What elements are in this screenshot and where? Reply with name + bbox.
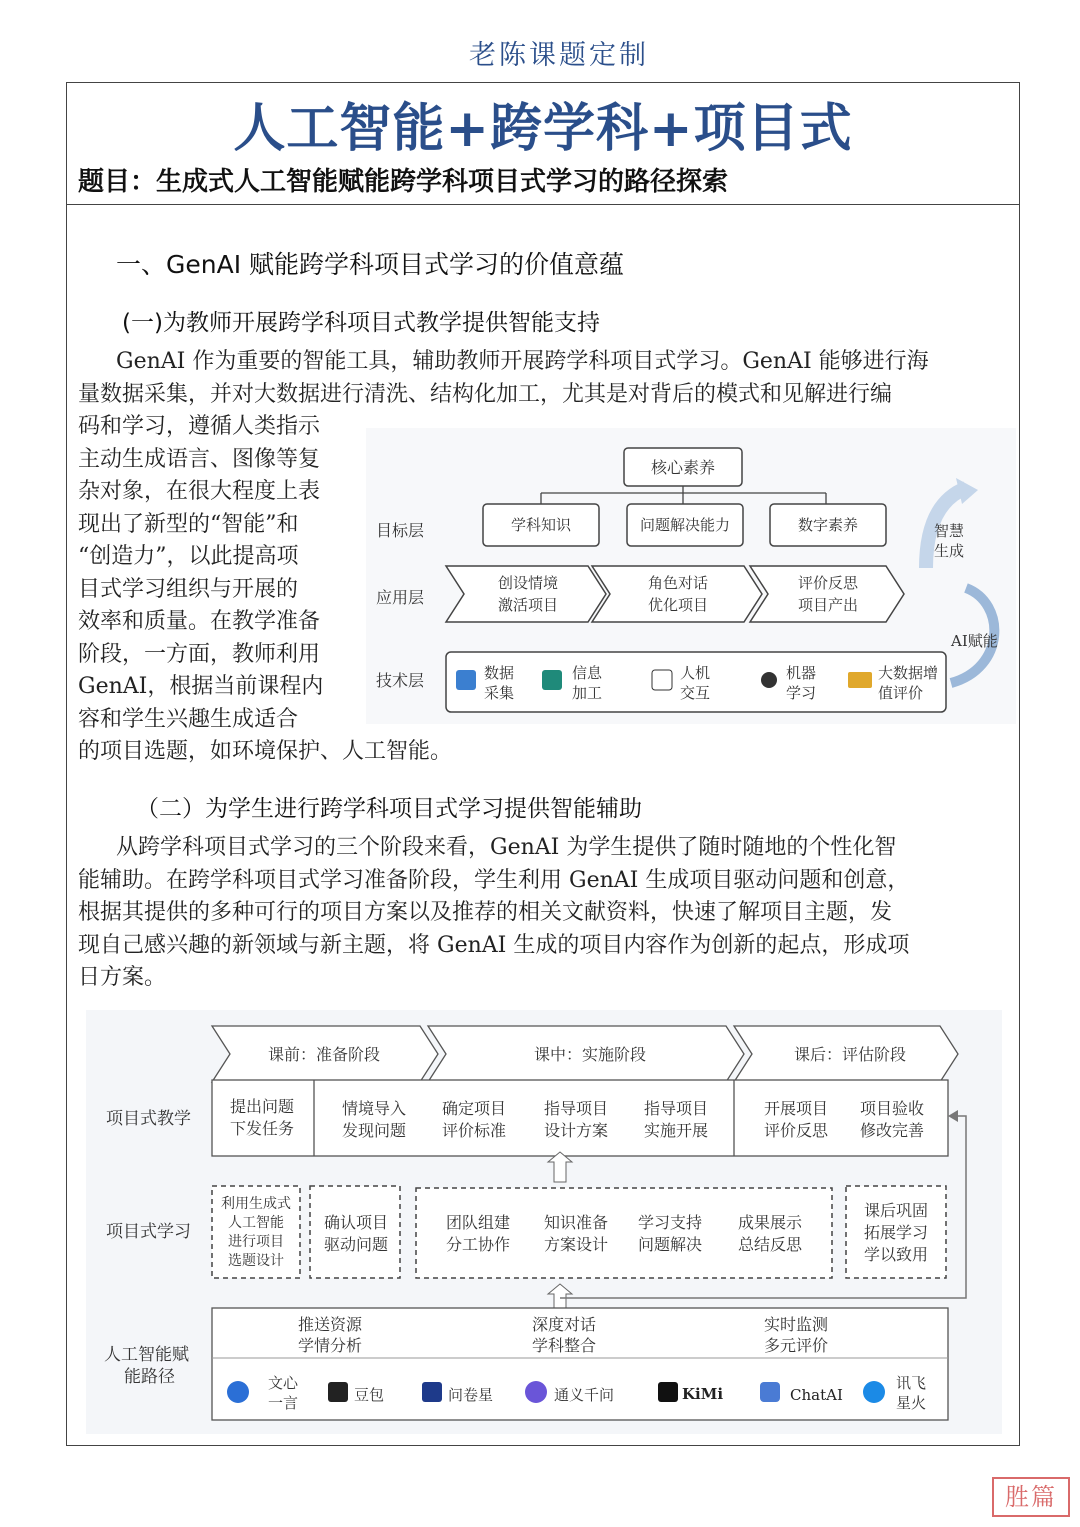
text-line: 从跨学科项目式学习的三个阶段来看，GenAI 为学生提供了随时随地的个性化智 [116, 835, 897, 860]
ai-path: 学情分析 [297, 1336, 363, 1355]
layer-label: 目标层 [376, 521, 425, 540]
app-label: 评价反思 [797, 574, 859, 592]
title-divider [66, 204, 1020, 205]
text-line: 的项目选题，如环境保护、人工智能。 [78, 739, 453, 764]
learning-step: 课后巩固 [863, 1201, 929, 1220]
text-line: “创造力”，以此提高项 [78, 544, 299, 569]
tech-label: 采集 [484, 684, 515, 702]
teaching-step: 指导项目 [543, 1099, 609, 1118]
wenxin-icon [227, 1381, 249, 1403]
ai-path: 学科整合 [531, 1336, 597, 1355]
text-line: 量数据采集，并对大数据进行清洗、结构化加工，尤其是对背后的模式和见解进行编 [78, 381, 893, 407]
teaching-step: 发现问题 [341, 1121, 407, 1140]
text-line: 日方案。 [78, 965, 167, 990]
text-line: 容和学生兴趣生成适合 [78, 706, 299, 732]
teaching-step: 实施开展 [643, 1121, 709, 1140]
learning-box [310, 1186, 400, 1278]
teaching-step: 修改完善 [859, 1121, 925, 1140]
goal-label: 问题解决能力 [639, 516, 731, 534]
goal-label: 学科知识 [510, 516, 572, 534]
machine-learning-icon [761, 672, 777, 688]
teaching-step: 评价反思 [763, 1121, 829, 1140]
learning-step: 团队组建 [445, 1213, 511, 1232]
subtitle: 题目：生成式人工智能赋能跨学科项目式学习的路径探索 [78, 167, 729, 197]
figure-project-path [86, 1010, 1002, 1434]
tool-label: ChatAI [790, 1386, 843, 1404]
ai-path: 推送资源 [297, 1315, 363, 1334]
path-diagram [86, 1010, 1002, 1434]
learning-step: 成果展示 [737, 1213, 803, 1232]
teaching-step: 指导项目 [643, 1099, 709, 1118]
kimi-icon [658, 1382, 678, 1402]
info-process-icon [542, 670, 562, 690]
wisdom-arrow-head [956, 478, 978, 504]
bigdata-icon [848, 672, 872, 688]
core-label: 核心素养 [650, 458, 716, 477]
tech-label: 数据 [484, 664, 515, 682]
doubao-icon [328, 1382, 348, 1402]
learning-step: 驱动问题 [323, 1235, 389, 1254]
app-label: 创设情境 [497, 574, 559, 592]
text-line: 现自己感兴趣的新领域与新主题，将 GenAI 生成的项目内容作为创新的起点，形成项 [78, 932, 910, 958]
tech-label: 交互 [680, 684, 711, 702]
learning-box [416, 1188, 832, 1278]
chatai-icon [760, 1382, 780, 1402]
teaching-step: 提出问题 [229, 1097, 295, 1116]
learning-step: 知识准备 [543, 1213, 609, 1232]
teaching-step: 开展项目 [763, 1099, 829, 1118]
subsection-heading-2: （二）为学生进行跨学科项目式学习提供智能辅助 [136, 796, 642, 822]
layer-label: 应用层 [376, 588, 425, 607]
app-label: 激活项目 [497, 596, 559, 614]
teaching-step: 设计方案 [543, 1121, 609, 1140]
ai-path: 深度对话 [531, 1315, 597, 1334]
ai-path: 实时监测 [763, 1315, 829, 1334]
learning-step: 总结反思 [737, 1235, 803, 1254]
tech-label: 学习 [786, 684, 817, 702]
section-heading: 一、GenAI 赋能跨学科项目式学习的价值意蕴 [116, 250, 625, 279]
tool-label: KiMi [682, 1385, 724, 1403]
data-collect-icon [456, 670, 476, 690]
learning-step: 问题解决 [637, 1235, 703, 1254]
subsection-heading-1: (一)为教师开展跨学科项目式教学提供智能支持 [122, 310, 600, 336]
ai-path: 多元评价 [763, 1336, 829, 1355]
interaction-icon [652, 670, 672, 690]
xunfei-icon [863, 1381, 885, 1403]
tech-label: 大数据增 [878, 664, 939, 682]
arrow-label: AI赋能 [951, 632, 998, 650]
teaching-row [212, 1080, 948, 1156]
learning-step: 人工智能 [228, 1215, 284, 1231]
phase-label: 课前：准备阶段 [267, 1045, 381, 1064]
phase-label: 课后：评估阶段 [793, 1045, 907, 1064]
teaching-step: 情境导入 [341, 1099, 407, 1118]
arrow-label: 生成 [934, 542, 965, 560]
text-line: 目式学习组织与开展的 [78, 576, 299, 602]
tool-label: 豆包 [354, 1386, 385, 1404]
app-label: 角色对话 [647, 574, 709, 592]
tool-label: 星火 [896, 1394, 927, 1412]
text-line: 阶段，一方面，教师利用 [78, 641, 321, 667]
learning-step: 利用生成式 [221, 1196, 291, 1212]
teaching-step: 确定项目 [441, 1099, 507, 1118]
tool-label: 问卷星 [448, 1386, 494, 1404]
paragraph-2 [78, 832, 909, 995]
teaching-step: 项目验收 [859, 1099, 925, 1118]
tech-label: 加工 [572, 684, 603, 702]
figure-ai-framework [366, 428, 1016, 724]
tool-label: 文心 [268, 1374, 299, 1392]
learning-step: 学习支持 [637, 1213, 703, 1232]
learning-step: 学以致用 [863, 1245, 929, 1264]
learning-step: 方案设计 [543, 1235, 609, 1254]
row-label: 能路径 [124, 1367, 175, 1387]
row-label: 人工智能赋 [104, 1345, 189, 1365]
brand-title: 老陈课题定制 [469, 40, 649, 71]
phase-label: 课中：实施阶段 [533, 1045, 647, 1064]
arrow-label: 智慧 [934, 522, 965, 540]
text-line: 现出了新型的“智能”和 [78, 511, 299, 537]
text-line: 效率和质量。在教学准备 [78, 609, 321, 634]
feedback-arrow-icon [948, 1110, 958, 1122]
layer-label: 技术层 [376, 671, 425, 690]
learning-step: 确认项目 [323, 1213, 389, 1232]
wenjuanxing-icon [422, 1382, 442, 1402]
text-line: 根据其提供的多种可行的项目方案以及推荐的相关文献资料，快速了解项目主题，发 [78, 900, 893, 925]
text-line: 杂对象，在很大程度上表 [78, 479, 321, 504]
tech-label: 人机 [680, 664, 711, 682]
tongyi-icon [525, 1381, 547, 1403]
learning-step: 选题设计 [228, 1253, 284, 1269]
main-title: 人工智能+跨学科+项目式 [233, 99, 853, 159]
tool-label: 讯飞 [896, 1374, 927, 1392]
app-label: 项目产出 [797, 596, 859, 614]
teaching-step: 下发任务 [229, 1119, 295, 1138]
tech-label: 信息 [572, 664, 603, 682]
tool-label: 通义千问 [554, 1386, 615, 1404]
text-line: 能辅助。在跨学科项目式学习准备阶段，学生利用 GenAI 生成项目驱动问题和创意， [78, 867, 910, 893]
seal-stamp: 胜篇 [992, 1477, 1070, 1517]
app-label: 优化项目 [647, 596, 709, 614]
tech-label: 值评价 [878, 684, 924, 702]
row-label: 项目式学习 [106, 1222, 191, 1242]
learning-step: 拓展学习 [863, 1223, 929, 1242]
teaching-step: 评价标准 [441, 1121, 507, 1140]
tool-label: 一言 [268, 1394, 299, 1412]
learning-step: 进行项目 [228, 1234, 284, 1250]
text-line: 码和学习，遵循人类指示 [78, 414, 321, 439]
text-line: GenAI，根据当前课程内 [78, 674, 324, 699]
framework-diagram [366, 428, 1016, 724]
up-arrow-icon [548, 1284, 572, 1310]
text-line: GenAI 作为重要的智能工具，辅助教师开展跨学科项目式学习。GenAI 能够进行海 [116, 349, 929, 374]
tech-label: 机器 [786, 664, 817, 682]
row-label: 项目式教学 [106, 1109, 191, 1129]
learning-step: 分工协作 [445, 1235, 511, 1254]
goal-label: 数字素养 [797, 516, 859, 534]
text-line: 主动生成语言、图像等复 [78, 446, 321, 472]
